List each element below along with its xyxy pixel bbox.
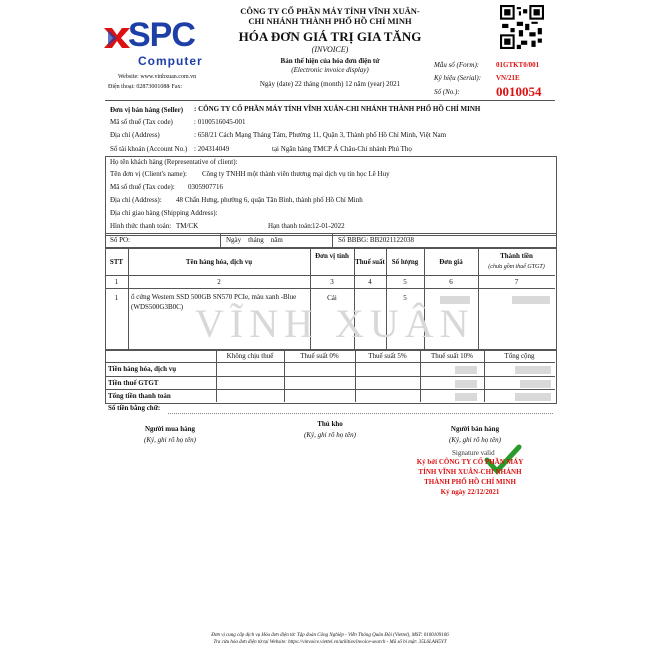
sig-seller-sub: (Ký, ghi rõ họ tên) (449, 436, 501, 444)
signed-by-3: THÀNH PHỐ HỒ CHÍ MINH (424, 478, 516, 486)
buyer-tax-label: Mã số thuế (Tax code): (110, 183, 175, 191)
sig-buyer: Người mua hàng (144, 425, 196, 433)
sum-col-3: Thuế suất 10% (431, 352, 473, 360)
company-logo (104, 18, 204, 70)
footer-line2: Tra cứu hóa đơn điện tử tại Website: https://vinvoice.viettel.vn/utilities/invoice-search - Mã số bí mật: 35L6LAH5YT (213, 640, 447, 645)
col-num-6: 6 (449, 278, 453, 286)
display-en: (Electronic invoice display) (291, 66, 369, 74)
sum-col-4: Tổng cộng (504, 352, 535, 360)
col-num-5: 5 (403, 278, 407, 286)
buyer-name-label: Tên đơn vị (Client's name): (110, 170, 187, 178)
no-value: 0010054 (496, 84, 542, 99)
row1-name: ổ cứng Western SSD 500GB SN570 PCIe, màu xanh -Blue (WDS500G3B0C) (131, 293, 297, 311)
buyer-name-value: Công ty TNHH một thành viên thương mại dịch vụ tin học Lê Huy (202, 170, 390, 178)
logo-brand: SPC (128, 16, 195, 54)
th-name: Tên hàng hóa, dịch vụ (185, 258, 253, 266)
sum-row-goods: Tiền hàng hóa, dịch vụ (108, 365, 177, 373)
logo-mark-icon (104, 24, 130, 50)
invoice-title: HÓA ĐƠN GIÁ TRỊ GIA TĂNG (238, 29, 422, 44)
sum-row-tax: Tiền thuế GTGT (108, 379, 159, 387)
col-num-1: 1 (114, 278, 119, 286)
serial-value: VN/21E (496, 74, 520, 82)
sig-seller: Người bán hàng (450, 425, 500, 433)
th-price: Đơn giá (439, 258, 463, 266)
th-unit: Đơn vị tính (315, 252, 349, 260)
form-label: Mẫu số (Form): (434, 61, 480, 69)
phone: Điện thoại: 02873001088 (108, 84, 170, 90)
buyer-pay-label: Hình thức thanh toán: (110, 222, 172, 230)
seller-name-label: Đơn vị bán hàng (Seller) (110, 106, 184, 114)
no-label: Số (No.): (434, 88, 460, 96)
seller-addr-value: : 658/21 Cách Mạng Tháng Tám, Phường 11, Quận 3, Thành phố Hồ Chí Minh, Việt Nam (194, 131, 447, 139)
th-qty: Số lượng (391, 258, 419, 266)
signed-by-2: TÍNH VĨNH XUÂN-CHI NHÁNH (418, 468, 522, 476)
sig-buyer-sub: (Ký, ghi rõ họ tên) (144, 436, 196, 444)
company-line1: CÔNG TY CỔ PHẦN MÁY TÍNH VĨNH XUÂN- (240, 6, 420, 16)
display-vi: Bản thể hiện của hóa đơn điện tử (280, 57, 380, 65)
buyer-pay-value: TM/CK (176, 222, 199, 230)
logo-sub: Computer (138, 54, 203, 68)
serial-label: Ký hiệu (Serial): (434, 74, 482, 82)
po-label: Số PO: (110, 236, 131, 244)
sum-col-1: Thuế suất 0% (300, 352, 339, 360)
buyer-due-label: Hạn thanh toán: (268, 222, 313, 230)
invoice-date: Ngày (date) 22 tháng (month) 12 năm (year) 2021 (259, 80, 401, 88)
buyer-ship-label: Địa chỉ giao hàng (Shipping Address): (110, 209, 218, 217)
col-num-4: 4 (368, 278, 372, 286)
buyer-due-value: 12-01-2022 (312, 222, 345, 230)
redacted-sum-4 (520, 380, 551, 388)
seller-tax-label: Mã số thuế (Tax code) (110, 118, 173, 126)
redacted-sum-5 (455, 393, 477, 401)
seller-addr-label: Địa chỉ (Address) (110, 131, 160, 139)
seller-tax-value: : 0100516045-001 (194, 118, 246, 126)
website: Website: www.vinhxuan.com.vn (118, 74, 197, 80)
fax: - Fax: (168, 84, 183, 90)
bbg-label: Số BBBG: BB2021122038 (338, 236, 414, 244)
redacted-amount (512, 296, 550, 304)
seller-acct-value: : 204314049 (194, 145, 230, 153)
buyer-rep-label: Họ tên khách hàng (Representative of client): (110, 158, 238, 166)
col-num-7: 7 (514, 278, 519, 286)
redacted-sum-3 (455, 380, 477, 388)
company-line2: CHI NHÁNH THÀNH PHỐ HỒ CHÍ MINH (248, 16, 412, 26)
seller-acct-label: Số tài khoản (Account No.) (110, 145, 188, 153)
th-amount: Thành tiền (500, 252, 533, 260)
buyer-addr-value: 48 Chấn Hưng, phường 6, quận Tân Bình, thành phố Hồ Chí Minh (176, 196, 363, 204)
amount-in-words-label: Số tiền bằng chữ: (108, 404, 161, 412)
signed-date: Ký ngày 22/12/2021 (440, 488, 500, 496)
po-date: Ngày tháng năm (226, 236, 283, 244)
buyer-addr-label: Địa chỉ (Address): (110, 196, 162, 204)
th-amount-sub: (chưa gồm thuế GTGT) (488, 264, 545, 270)
row1-qty: 5 (403, 294, 407, 302)
sum-col-2: Thuế suất 5% (368, 352, 407, 360)
invoice-title-en: (INVOICE) (311, 45, 349, 54)
th-tax: Thuế suất (355, 258, 385, 266)
seller-bank: tại Ngân hàng TMCP Á Châu-Chi nhánh Phú Thọ (272, 145, 412, 153)
signature-valid: Signature valid (452, 449, 495, 457)
redacted-sum-2 (515, 366, 551, 374)
watermark: VĨNH XUÂN (195, 301, 475, 346)
sig-warehouse: Thủ kho (317, 420, 343, 428)
seller-name-value: : CÔNG TY CỔ PHẦN MÁY TÍNH VĨNH XUÂN-CHI NHÁNH THÀNH PHỐ HỒ CHÍ MINH (194, 105, 481, 113)
signed-by-1: Ký bởi CÔNG TY CỔ PHẦN MÁY (416, 458, 524, 466)
buyer-tax-value: 0305907716 (188, 183, 223, 191)
sum-col-0: Không chịu thuế (226, 352, 274, 360)
redacted-sum-6 (515, 393, 551, 401)
qr-code-icon (500, 5, 544, 49)
col-num-2: 2 (217, 278, 221, 286)
sum-row-total: Tổng tiền thanh toán (108, 392, 171, 400)
footer-line1: Đơn vị cung cấp dịch vụ Hóa đơn điện tử: Tập đoàn Công Nghiệp - Viễn Thông Quân Đội (Viettel), MST: 0100109106 (211, 633, 449, 638)
sig-warehouse-sub: (Ký, ghi rõ họ tên) (304, 431, 356, 439)
form-value: 01GTKT0/001 (496, 61, 540, 69)
th-stt: STT (109, 258, 124, 266)
col-num-3: 3 (330, 278, 334, 286)
row1-unit: Cái (327, 294, 337, 302)
redacted-sum-1 (455, 366, 477, 374)
row1-stt: 1 (114, 294, 119, 302)
